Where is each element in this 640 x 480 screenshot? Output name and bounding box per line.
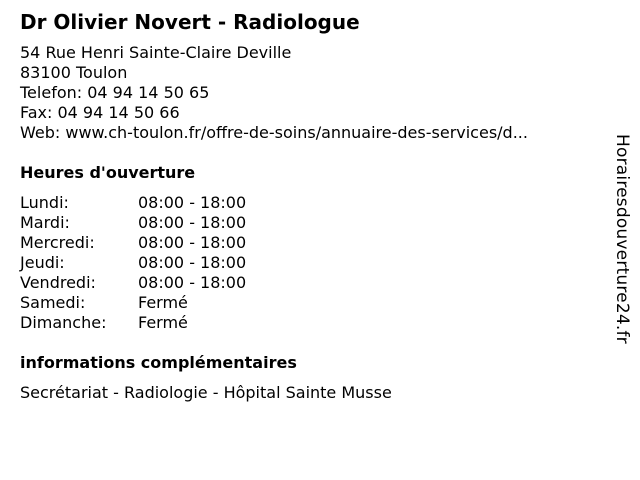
contact-block <box>20 43 528 143</box>
phone-number: Telefon: 04 94 14 50 65 <box>20 83 210 102</box>
day-hours: Fermé <box>138 293 188 312</box>
page-title: Dr Olivier Novert - Radiologue <box>20 10 360 34</box>
hours-row-vendredi <box>20 273 280 293</box>
day-label: Lundi: <box>20 193 69 212</box>
day-label: Jeudi: <box>20 253 65 272</box>
day-hours: 08:00 - 18:00 <box>138 233 247 252</box>
day-hours: Fermé <box>138 313 188 332</box>
hours-row-mercredi <box>20 233 280 253</box>
day-hours: 08:00 - 18:00 <box>138 193 247 212</box>
opening-hours-heading: Heures d'ouverture <box>20 163 196 182</box>
address-street: 54 Rue Henri Sainte-Claire Deville <box>20 43 292 62</box>
site-watermark: Horairesdouverture24.fr <box>612 134 632 344</box>
address-city: 83100 Toulon <box>20 63 128 82</box>
hours-row-jeudi <box>20 253 280 273</box>
day-label: Mardi: <box>20 213 70 232</box>
opening-hours-table <box>20 193 280 333</box>
hours-row-dimanche <box>20 313 280 333</box>
additional-info-heading: informations complémentaires <box>20 353 297 372</box>
hours-row-samedi <box>20 293 280 313</box>
day-hours: 08:00 - 18:00 <box>138 213 247 232</box>
day-hours: 08:00 - 18:00 <box>138 273 247 292</box>
additional-info-text: Secrétariat - Radiologie - Hôpital Sainte Musse <box>20 383 392 402</box>
hours-row-mardi <box>20 213 280 233</box>
day-hours: 08:00 - 18:00 <box>138 253 247 272</box>
fax-number: Fax: 04 94 14 50 66 <box>20 103 180 122</box>
website-link[interactable]: Web: www.ch-toulon.fr/offre-de-soins/annuaire-des-services/d... <box>20 123 528 142</box>
day-label: Samedi: <box>20 293 86 312</box>
hours-row-lundi <box>20 193 280 213</box>
day-label: Dimanche: <box>20 313 107 332</box>
day-label: Mercredi: <box>20 233 95 252</box>
day-label: Vendredi: <box>20 273 96 292</box>
